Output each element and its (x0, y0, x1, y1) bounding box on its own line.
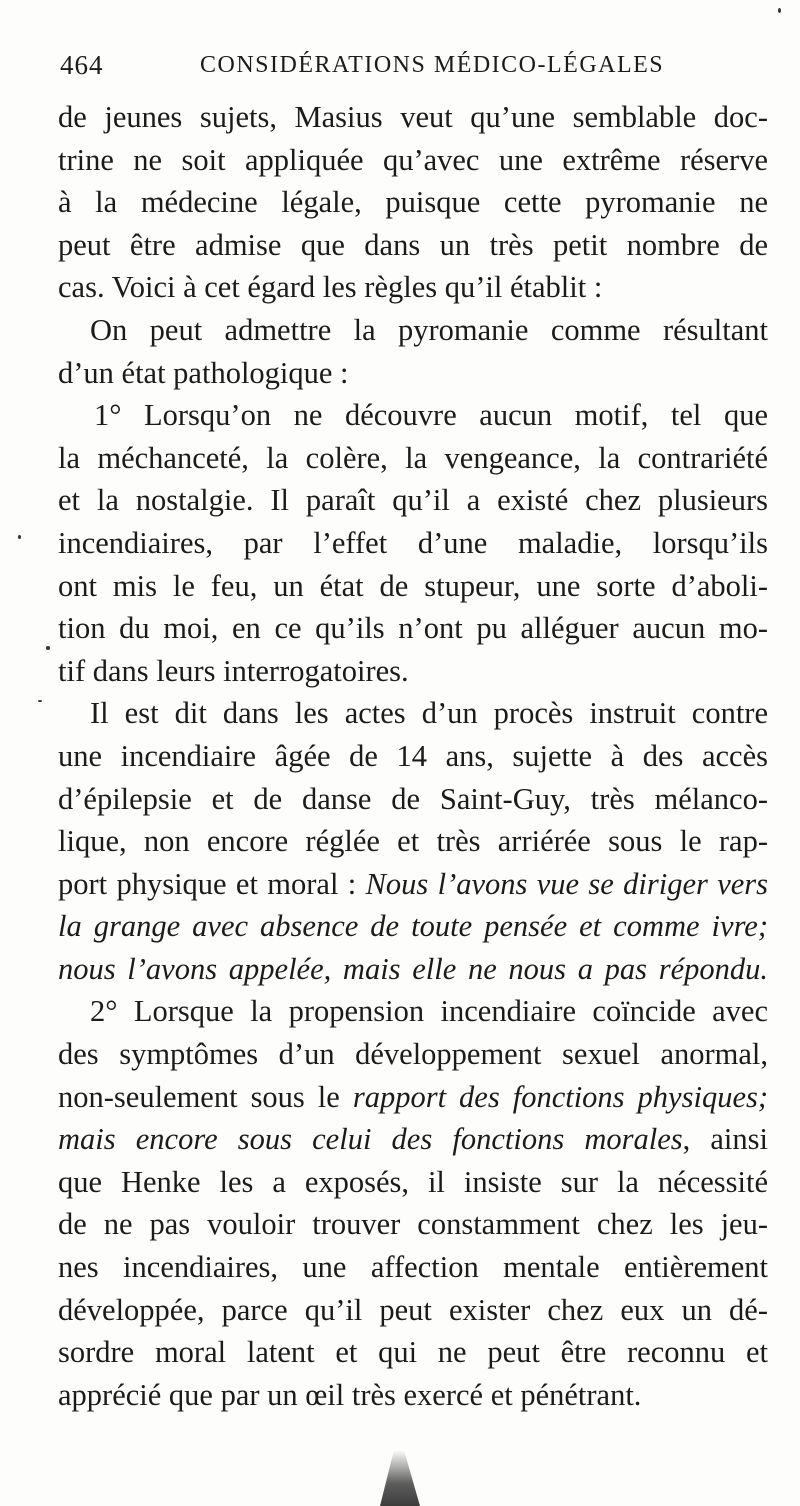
text-line: lique, non encore réglée et très arriérée sous le rap- (58, 824, 768, 859)
italic-phrase: rapport des fonctions physiques; (352, 1079, 769, 1114)
italic-quote: Nous l’avons vue se diriger vers (365, 866, 769, 901)
page-header (60, 50, 770, 90)
text-line: apprécié que par un œil très exercé et pénétrant. (58, 1377, 642, 1412)
text-line: trine ne soit appliquée qu’avec une extrême réserve (58, 142, 768, 177)
page-number: 464 (60, 50, 104, 80)
text-segment: port physique et moral : (58, 866, 357, 901)
running-head: CONSIDÉRATIONS MÉDICO-LÉGALES (200, 52, 665, 78)
ink-speck (46, 646, 50, 650)
italic-quote-line: la grange avec absence de toute pensée et comme ivre; (58, 909, 768, 944)
italic-quote-line: nous l’avons appelée, mais elle ne nous a pas répondu. (58, 951, 768, 986)
text-line: la méchanceté, la colère, la vengeance, la contrariété (58, 440, 768, 475)
text-line: de ne pas vouloir trouver constamment chez les jeu- (58, 1207, 768, 1242)
text-line: Il est dit dans les actes d’un procès instruit contre (90, 696, 768, 731)
text-line: tif dans leurs interrogatoires. (58, 653, 409, 688)
text-segment: , ainsi (682, 1122, 768, 1157)
italic-phrase: mais encore sous celui des fonctions morales (58, 1122, 683, 1157)
ink-speck (38, 700, 42, 702)
text-line: incendiaires, par l’effet d’une maladie, lorsqu’ils (58, 525, 768, 560)
ink-speck (18, 535, 21, 539)
text-line: et la nostalgie. Il paraît qu’il a existé chez plusieurs (58, 483, 768, 518)
text-line: cas. Voici à cet égard les règles qu’il établit : (58, 270, 603, 305)
text-line (58, 1118, 768, 1161)
text-line: tion du moi, en ce qu’ils n’ont pu alléguer aucun mo- (58, 611, 768, 646)
text-line: 2° Lorsque la propension incendiaire coïncide avec (90, 994, 768, 1029)
body-text (58, 96, 768, 1416)
text-line: à la médecine légale, puisque cette pyromanie ne (58, 185, 768, 220)
text-line (58, 863, 768, 906)
text-line: sordre moral latent et qui ne peut être reconnu et (58, 1335, 768, 1370)
text-line: des symptômes d’un développement sexuel anormal, (58, 1037, 768, 1072)
text-line: ont mis le feu, un état de stupeur, une sorte d’aboli- (58, 568, 768, 603)
text-line: d’un état pathologique : (58, 355, 349, 390)
text-line: d’épilepsie et de danse de Saint-Guy, très mélanco- (58, 781, 768, 816)
ink-speck (778, 8, 781, 13)
text-line: peut être admise que dans un très petit nombre de (58, 227, 768, 262)
text-line: que Henke les a exposés, il insiste sur la nécessité (58, 1164, 768, 1199)
text-line: 1° Lorsqu’on ne découvre aucun motif, tel que (94, 398, 768, 433)
text-line: de jeunes sujets, Masius veut qu’une semblable doc- (58, 100, 768, 134)
text-line: développée, parce qu’il peut exister chez eux un dé- (58, 1292, 768, 1327)
text-line: On peut admettre la pyromanie comme résultant (90, 312, 768, 347)
ink-bleed-mark (380, 1450, 420, 1506)
text-line (58, 1076, 768, 1119)
text-line: une incendiaire âgée de 14 ans, sujette à des accès (58, 738, 768, 773)
text-segment: non-seulement sous le (58, 1079, 340, 1114)
text-line: nes incendiaires, une affection mentale entièrement (58, 1250, 768, 1285)
